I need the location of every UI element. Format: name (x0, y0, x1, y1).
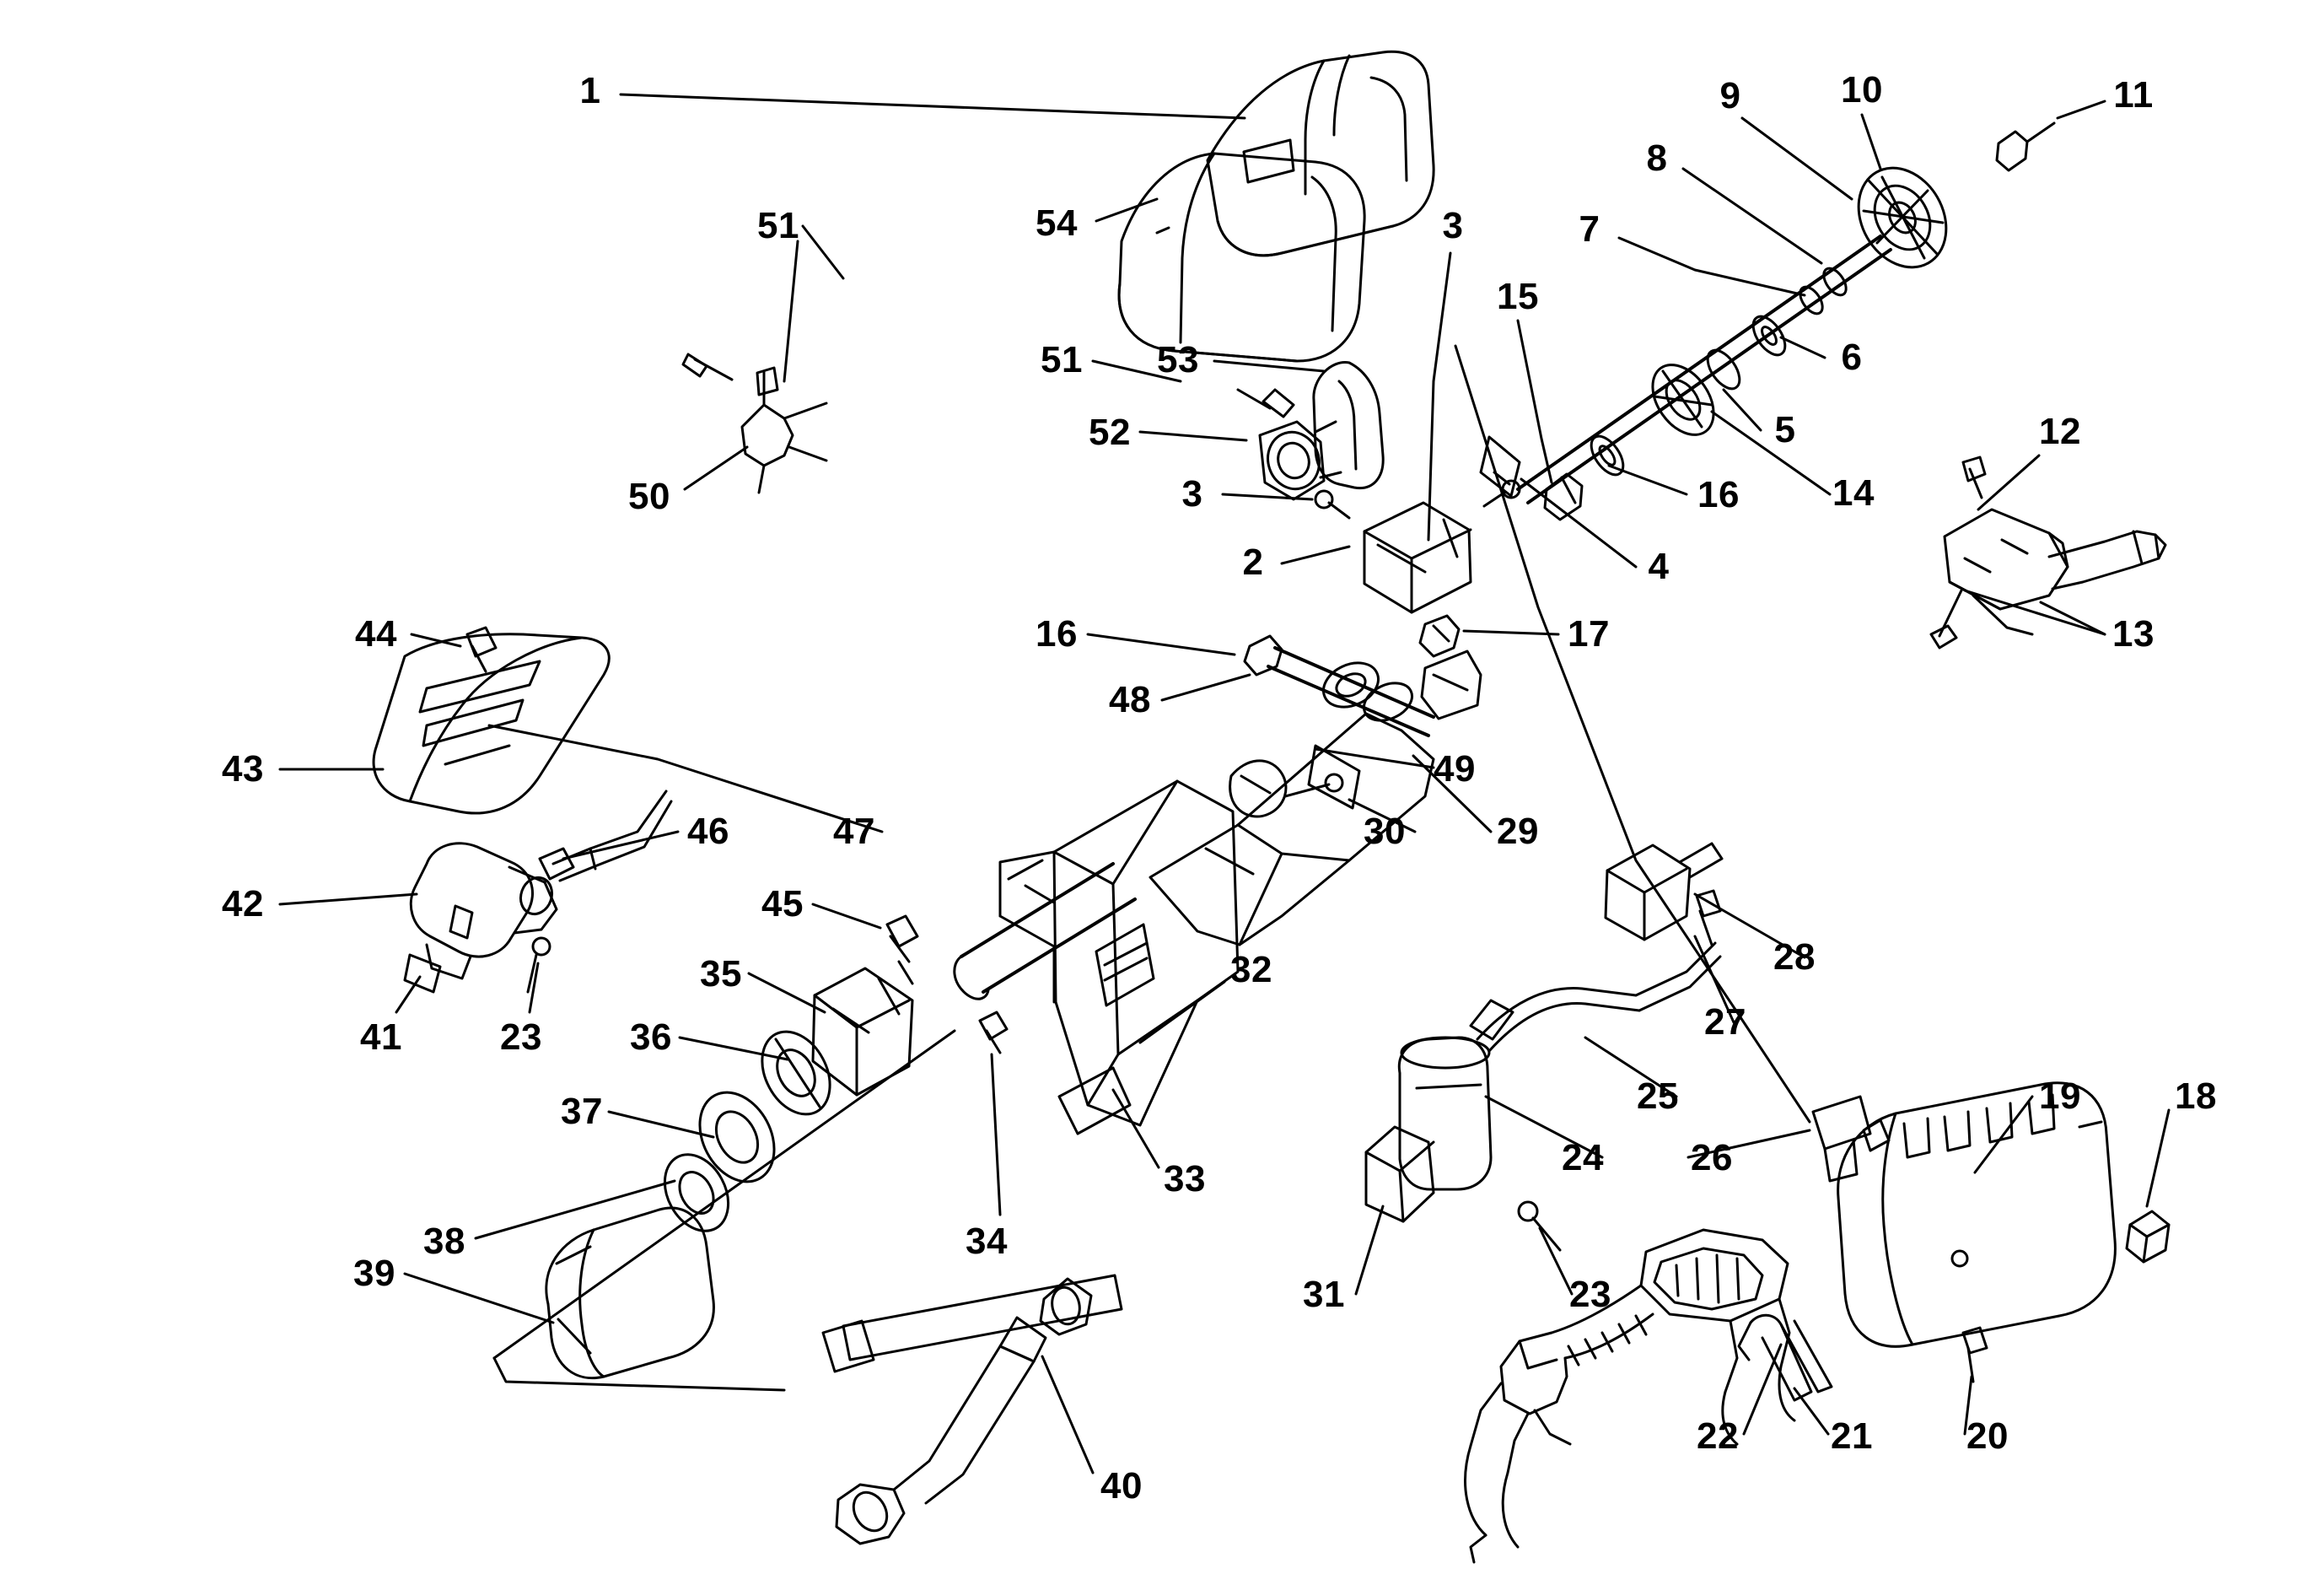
part-3-screw-a (1315, 491, 1349, 518)
part-36-bearing (749, 1020, 843, 1126)
callout-number: 54 (1036, 202, 1078, 244)
callout-number: 20 (1966, 1415, 2009, 1457)
callout-number: 11 (2113, 74, 2154, 116)
callout-number: 24 (1562, 1137, 1604, 1178)
callout-number: 39 (353, 1253, 395, 1294)
callout-number: 45 (761, 883, 804, 924)
callout-number: 21 (1831, 1415, 1873, 1457)
part-8-spacer (1819, 265, 1850, 299)
callout-number: 38 (423, 1221, 465, 1262)
callout-number: 40 (1100, 1465, 1143, 1507)
callout-number: 44 (355, 613, 397, 655)
callout-number: 48 (1109, 679, 1151, 720)
callout-number: 4 (1648, 546, 1670, 587)
callout-number: 29 (1497, 811, 1539, 852)
callout-number: 17 (1568, 613, 1610, 655)
callout-number: 27 (1704, 1001, 1746, 1043)
part-46-cable (540, 791, 671, 881)
callout-number: 51 (757, 205, 799, 246)
part-23-screw-lower (1519, 1202, 1560, 1250)
callout-number: 16 (1036, 613, 1078, 655)
part-10-sir-coil (1841, 152, 1963, 283)
callout-number: 28 (1773, 936, 1816, 978)
part-20-screw (1963, 1328, 1987, 1382)
callout-number: 3 (1442, 205, 1464, 246)
callout-number: 50 (628, 476, 670, 517)
callout-number: 53 (1157, 339, 1199, 380)
part-25-cable (1471, 943, 1720, 1051)
callout-number: 12 (2039, 411, 2081, 452)
callout-number: 7 (1579, 208, 1600, 250)
callout-number: 43 (222, 748, 264, 790)
callout-number: 41 (360, 1016, 402, 1058)
part-45-screw (887, 916, 917, 984)
callout-number: 3 (1181, 473, 1203, 515)
leader-boot-shaft (494, 1031, 955, 1358)
callout-number: 49 (1434, 748, 1476, 790)
callout-number: 37 (561, 1091, 603, 1132)
part-22-wire-harness (1466, 1230, 1794, 1562)
part-40-intermediate-shaft (823, 1275, 1122, 1544)
part-19-lower-shroud (1838, 1083, 2116, 1346)
callout-number: 34 (966, 1221, 1008, 1262)
part-column-cover-upper (1208, 51, 1434, 255)
part-18-fastener (2127, 1211, 2169, 1262)
callout-number: 36 (630, 1016, 672, 1058)
callout-number: 15 (1497, 276, 1539, 317)
callout-number: 33 (1164, 1158, 1206, 1199)
callout-number: 42 (222, 883, 264, 924)
part-34-screw (980, 1012, 1007, 1053)
part-11-nut (1997, 123, 2054, 170)
callout-number: 25 (1637, 1075, 1679, 1117)
part-47-bracket-detail (1009, 860, 1042, 879)
callout-number: 5 (1774, 409, 1796, 450)
callout-number: 14 (1832, 472, 1875, 514)
callout-number: 19 (2039, 1075, 2081, 1117)
callout-number: 16 (1697, 474, 1740, 515)
part-2-upper-housing (1364, 503, 1471, 612)
part-51-screw-upper (1238, 390, 1294, 417)
callout-number: 26 (1691, 1137, 1733, 1178)
part-27-screw (1697, 891, 1720, 945)
callout-number: 32 (1230, 949, 1272, 990)
callout-number: 10 (1841, 69, 1883, 111)
leader-lines (280, 94, 2169, 1473)
callout-number: 46 (687, 811, 729, 852)
part-51-screw-lever (683, 354, 732, 380)
callout-number: 23 (500, 1016, 542, 1058)
part-48-bearing-assembly (1268, 648, 1434, 736)
part-49-bracket (1422, 651, 1481, 719)
callout-number: 1 (579, 70, 601, 111)
callout-number: 31 (1303, 1274, 1345, 1315)
callout-number: 52 (1089, 412, 1131, 453)
part-39-boot (546, 1208, 714, 1378)
part-5-collar (1702, 345, 1746, 395)
part-43-tilt-lever-handle (374, 634, 609, 813)
part-52-ignition-lock-cylinder (1260, 422, 1341, 499)
callout-number: 35 (700, 953, 742, 995)
part-column-cover-lower (1119, 154, 1364, 361)
part-21-clip (1739, 1315, 1832, 1400)
part-37-washer (685, 1080, 788, 1194)
part-24-lock-cylinder-body (1399, 1038, 1491, 1189)
callout-number: 18 (2175, 1075, 2217, 1117)
callout-number: 51 (1041, 339, 1083, 380)
callout-number: 9 (1719, 75, 1741, 116)
part-41-handle-tip (405, 955, 440, 992)
callout-number: 22 (1697, 1415, 1739, 1457)
callout-number: 47 (833, 811, 875, 852)
callout-number: 6 (1841, 337, 1863, 378)
part-column-jacket-assembly (955, 714, 1434, 1134)
callout-number: 30 (1364, 811, 1406, 852)
callout-number: 13 (2112, 613, 2155, 655)
part-14-bearing (1640, 353, 1726, 446)
callout-number: 2 (1242, 542, 1264, 583)
part-17-retainer (1420, 616, 1459, 656)
callout-number: 8 (1646, 137, 1668, 179)
callout-number: 23 (1569, 1274, 1611, 1315)
part-50-tilt-lever (742, 368, 826, 493)
